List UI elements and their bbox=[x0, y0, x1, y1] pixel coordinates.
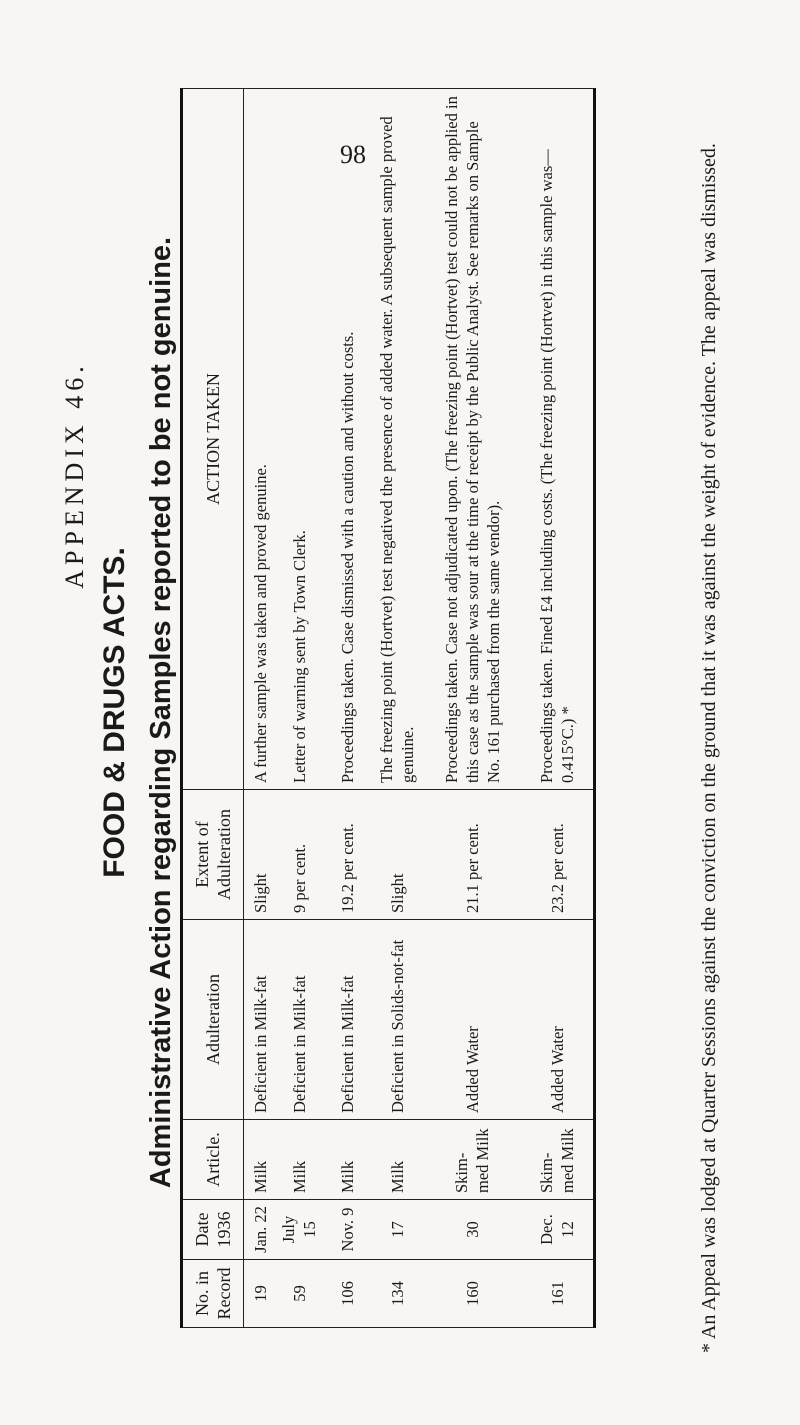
cell-adulteration: Deficient in Milk-fat bbox=[276, 920, 322, 1120]
table-row bbox=[276, 89, 322, 1328]
cell-action: Letter of warning sent by Town Clerk. bbox=[276, 89, 322, 790]
table-row bbox=[422, 89, 522, 1328]
cell-adulteration: Deficient in Milk-fat bbox=[322, 920, 372, 1120]
header-action: ACTION TAKEN bbox=[182, 89, 244, 790]
cell-date: 17 bbox=[372, 1200, 422, 1260]
cell-adulteration: Added Water bbox=[422, 920, 522, 1120]
cell-article: Milk bbox=[276, 1120, 322, 1200]
cell-action: Proceedings taken. Case dismissed with a caution and without costs. bbox=[322, 89, 372, 790]
table-row bbox=[244, 89, 277, 1328]
header-record: No. in Record bbox=[182, 1260, 244, 1328]
cell-article: Milk bbox=[244, 1120, 277, 1200]
table-header-row bbox=[182, 89, 244, 1328]
cell-action: Proceedings taken. Fined £4 including costs. (The freezing point (Hortvet) in this sample was—0.415°C.) * bbox=[522, 89, 594, 790]
cell-date: Jan. 22 bbox=[244, 1200, 277, 1260]
cell-extent: 19.2 per cent. bbox=[322, 790, 372, 920]
cell-article: Skim-med Milk bbox=[522, 1120, 594, 1200]
table-row bbox=[522, 89, 594, 1328]
cell-date: 30 bbox=[422, 1200, 522, 1260]
cell-action: Proceedings taken. Case not adjudicated upon. (The freezing point (Hortvet) test could not be applied in this case as the sample was sour at the time of receipt by the Public Analyst. See remarks on Sample No. 161 purchased from the same vendor). bbox=[422, 89, 522, 790]
footnote: * An Appeal was lodged at Quarter Sessions against the conviction on the ground that it was against the weight of evidence. The appeal was dismissed. bbox=[698, 143, 720, 1353]
table-title: Administrative Action regarding Samples reported to be not genuine. bbox=[145, 236, 177, 1189]
cell-record: 19 bbox=[244, 1260, 277, 1328]
cell-date: Nov. 9 bbox=[322, 1200, 372, 1260]
cell-adulteration: Deficient in Milk-fat bbox=[244, 920, 277, 1120]
cell-record: 59 bbox=[276, 1260, 322, 1328]
cell-extent: 23.2 per cent. bbox=[522, 790, 594, 920]
cell-article: Milk bbox=[372, 1120, 422, 1200]
cell-adulteration: Deficient in Solids-not-fat bbox=[372, 920, 422, 1120]
act-title: FOOD & DRUGS ACTS. bbox=[98, 547, 131, 878]
cell-article: Skim-med Milk bbox=[422, 1120, 522, 1200]
page-number: 98 bbox=[340, 140, 366, 169]
cell-extent: Slight bbox=[244, 790, 277, 920]
cell-record: 160 bbox=[422, 1260, 522, 1328]
samples-table bbox=[180, 88, 596, 1328]
cell-extent: 9 per cent. bbox=[276, 790, 322, 920]
cell-action: The freezing point (Hortvet) test negatived the presence of added water. A subsequent sample proved genuine. bbox=[372, 89, 422, 790]
header-extent: Extent of Adulteration bbox=[182, 790, 244, 920]
cell-extent: 21.1 per cent. bbox=[422, 790, 522, 920]
header-adulteration: Adulteration bbox=[182, 920, 244, 1120]
header-article: Article. bbox=[182, 1120, 244, 1200]
appendix-heading: APPENDIX 46. bbox=[60, 361, 89, 589]
cell-record: 106 bbox=[322, 1260, 372, 1328]
header-date: Date 1936 bbox=[182, 1200, 244, 1260]
cell-extent: Slight bbox=[372, 790, 422, 920]
cell-adulteration: Added Water bbox=[522, 920, 594, 1120]
cell-action: A further sample was taken and proved genuine. bbox=[244, 89, 277, 790]
cell-date: July 15 bbox=[276, 1200, 322, 1260]
table-row bbox=[372, 89, 422, 1328]
cell-record: 161 bbox=[522, 1260, 594, 1328]
cell-record: 134 bbox=[372, 1260, 422, 1328]
table-row bbox=[322, 89, 372, 1328]
cell-date: Dec. 12 bbox=[522, 1200, 594, 1260]
cell-article: Milk bbox=[322, 1120, 372, 1200]
